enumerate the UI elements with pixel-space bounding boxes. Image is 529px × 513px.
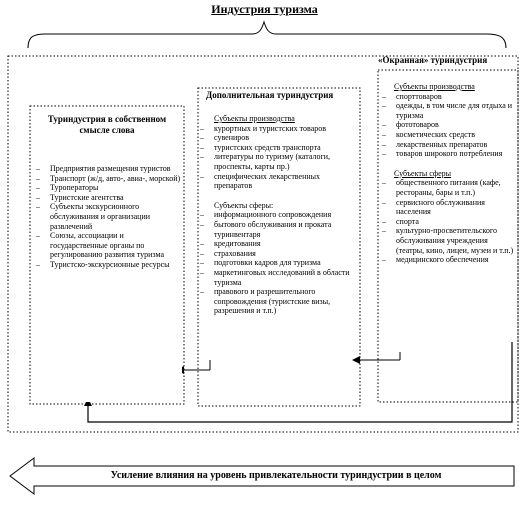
list-item: – сувениров xyxy=(200,133,358,143)
middle-production-list xyxy=(200,124,358,191)
top-brace xyxy=(28,22,506,48)
list-item: – Транспорт (ж/д, авто-, авиа-, морской) xyxy=(36,174,182,184)
page-title: Индустрия туризма xyxy=(211,2,318,16)
list-item: – медицинского обеспечения xyxy=(382,255,514,265)
list-item: – литературы по туризму (каталоги, проспекты, карты пр.) xyxy=(200,152,358,171)
list-item: – бытового обслуживания и проката туринвентаря xyxy=(200,220,358,239)
list-item: – общественного питания (кафе, рестораны, бары и т.п.) xyxy=(382,178,514,197)
list-item: – страхования xyxy=(200,249,358,259)
list-item: – кредитования xyxy=(200,239,358,249)
list-item: – информационного сопровождения xyxy=(200,210,358,220)
middle-box xyxy=(200,110,358,362)
list-item: – специфических лекарственных препаратов xyxy=(200,172,358,191)
right-service-title: Субъекты сферы xyxy=(394,168,451,178)
left-box xyxy=(32,108,182,402)
right-production-title: Субъекты производства xyxy=(394,82,475,91)
list-item: – правового и разрешительного сопровождения (туристские визы, разрешения и т.п.) xyxy=(200,287,358,316)
bottom-arrow-label: Усиление влияния на уровень привлекательности туриндустрии в целом xyxy=(110,470,442,481)
right-service-list xyxy=(382,178,514,264)
outer-label: «Окранная» туриндустрия xyxy=(378,55,488,65)
list-item: – фототоваров xyxy=(382,120,514,130)
list-item: – Туристские агентства xyxy=(36,193,182,203)
list-item: – спорттоваров xyxy=(382,92,514,102)
right-box xyxy=(382,82,514,348)
middle-service-title: Субъекты сферы: xyxy=(214,200,274,210)
left-box-title: Туриндустрия в собственном смысле слова xyxy=(47,114,167,135)
list-item: – туристских средств транспорта xyxy=(200,143,358,153)
list-item: – лекарственных препаратов xyxy=(382,140,514,150)
list-item: – маркетинговых исследований в области туризма xyxy=(200,268,358,287)
list-item: – подготовки кадров для туризма xyxy=(200,258,358,268)
list-item: – сервисного обслуживания населения xyxy=(382,198,514,217)
list-item: – Предприятия размещения туристов xyxy=(36,164,182,174)
middle-title: Дополнительная туриндустрия xyxy=(206,90,334,100)
list-item: – одежды, в том числе для отдыха и туризма xyxy=(382,101,514,120)
list-item: – культурно-просветительского обслуживания учреждения (театры, кино, лицеи, музеи и т.п.) xyxy=(382,226,514,255)
middle-service-list xyxy=(200,210,358,316)
middle-production-title: Субъекты производства xyxy=(214,114,295,123)
list-item: – косметических средств xyxy=(382,130,514,140)
list-item: – спорта xyxy=(382,217,514,227)
list-item: – товаров широкого потребления xyxy=(382,149,514,159)
right-production-list xyxy=(382,92,514,159)
list-item: – Туристско-экскурсионные ресурсы xyxy=(36,260,182,270)
list-item: – Союзы, ассоциации и государственные органы по регулированию развития туризма xyxy=(36,231,182,260)
left-list xyxy=(32,164,182,270)
list-item: – курортных и туристских товаров xyxy=(200,124,358,134)
list-item: – Субъекты экскурсионного обслуживания и организации развлечений xyxy=(36,202,182,231)
list-item: – Туроператоры xyxy=(36,183,182,193)
